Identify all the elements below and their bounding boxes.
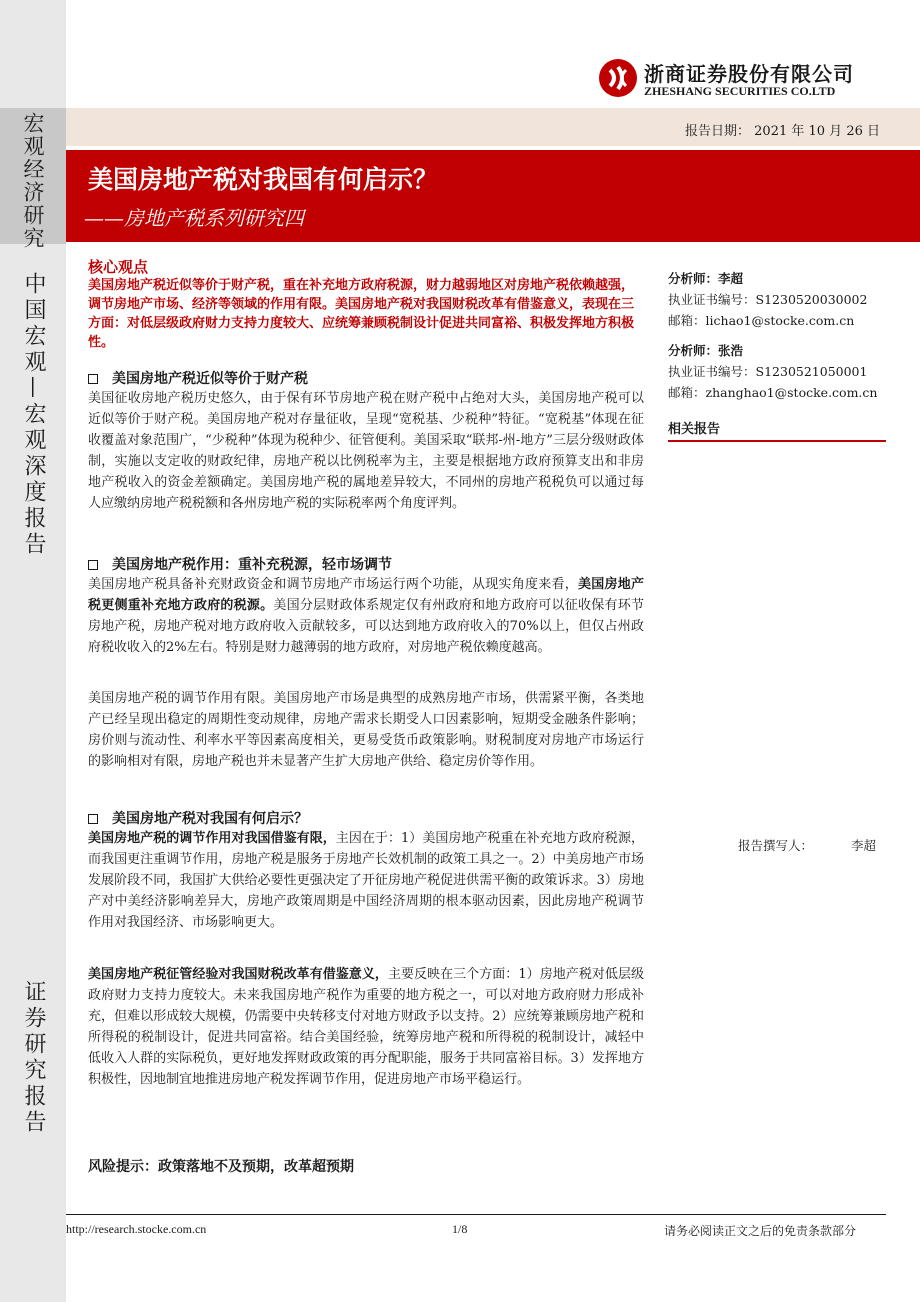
section-heading-1 xyxy=(88,368,308,388)
report-subtitle: ——房地产税系列研究四 xyxy=(84,206,304,230)
company-logo-icon xyxy=(598,58,638,98)
section-1-paragraph: 美国征收房地产税历史悠久，由于保有环节房地产税在财产税中占绝对大头，美国房地产税可以近似等价于财产税。美国房地产税对存量征收，呈现“宽税基、少税种”特征。“宽税基”体现在征收覆盖对象范围广，“少税种”体现为税种少、征管便利。美国采取“联邦-州-地方”三层分级财政体制，实施以支定收的财政纪律，房地产税以比例税率为主，主要是根据地方政府预算支出和非房地产税收入的资金差额确定。美国房地产税的属地差异较大，不同州的房地产税税负可以通过每人应缴纳房地产税税额和各州房地产税的实际税率两个角度评判。 xyxy=(88,391,644,511)
paragraph-text: 主因在于：1）美国房地产税重在补充地方政府税源，而我国更注重调节作用，房地产税是服务于房地产长效机制的政策工具之一。2）中美房地产市场发展阶段不同，我国扩大供给必要性更强决定了开征房地产税促进供需平衡的政策诉求。3）房地产对中美经济影响差异大，房地产政策周期是中国经济周期的根本驱动因素，因此房地产税调节作用对我国经济、市场影响更大。 xyxy=(88,831,644,930)
checkbox-bullet-icon xyxy=(88,560,98,570)
analyst-email-link[interactable]: lichao1@stocke.com.cn xyxy=(705,313,855,328)
analyst-name: 李超 xyxy=(718,271,744,286)
paragraph-text: 美国分层财政体系规定仅有州政府和地方政府可以征收保有环节房地产税，房地产税对地方政府收入贡献较多，可以达到地方政府收入的70%以上，但仅占州政府税收收入的2%左右。特别是财力越薄弱的地方政府，对房地产税依赖度越高。 xyxy=(88,598,644,655)
company-name-en: ZHESHANG SECURITIES CO.LTD xyxy=(644,84,836,98)
analyst-title: 分析师： xyxy=(668,271,719,286)
analyst-cert-row xyxy=(668,289,867,310)
page-number: 1/8 xyxy=(452,1222,468,1236)
side-category-label: 宏观经济研究 xyxy=(21,112,45,250)
analyst-email-link[interactable]: zhanghao1@stocke.com.cn xyxy=(705,385,878,400)
report-title: 美国房地产税对我国有何启示？ xyxy=(88,165,439,194)
paragraph-text: 美国房地产税具备补充财政资金和调节房地产市场运行两个功能，从现实角度来看， xyxy=(88,577,578,592)
checkbox-bullet-icon xyxy=(88,374,98,384)
section-heading-text: 美国房地产税作用：重补充税源，轻市场调节 xyxy=(112,557,392,573)
analyst-cert-row xyxy=(668,361,877,382)
cert-label: 执业证书编号： xyxy=(668,364,756,379)
section-3-paragraph-1 xyxy=(88,828,644,933)
writer-label: 报告撰写人： xyxy=(738,838,814,853)
writer-name: 李超 xyxy=(851,838,877,853)
footer-disclaimer: 请务必阅读正文之后的免责条款部分 xyxy=(663,1224,856,1238)
related-reports-heading: 相关报告 xyxy=(668,422,721,437)
section-heading-3 xyxy=(88,808,308,828)
company-name-cn: 浙商证券股份有限公司 xyxy=(644,62,854,86)
section-heading-text: 美国房地产税对我国有何启示？ xyxy=(112,811,308,827)
side-report-type-label: 中国宏观—宏观深度报告 xyxy=(21,272,46,558)
footer-divider xyxy=(66,1214,886,1215)
email-label: 邮箱： xyxy=(668,385,706,400)
risk-warning: 风险提示：政策落地不及预期，改革超预期 xyxy=(88,1159,354,1175)
analyst-email-row xyxy=(668,310,867,331)
core-view-text: 美国房地产税近似等价于财产税，重在补充地方政府税源，财力越弱地区对房地产税依赖越强，调节房地产市场、经济等领域的作用有限。美国房地产税对我国财税改革有借鉴意义，表现在三方面：对低层级政府财力支持力度较大、应统筹兼顾税制设计促进共同富裕、积极发挥地方积极性。 xyxy=(88,278,635,350)
related-reports-divider xyxy=(668,440,886,442)
paragraph-emphasis: 美国房地产税的调节作用对我国借鉴有限， xyxy=(88,831,336,846)
paragraph-emphasis: 美国房地产税更侧重补充地方政府的税源。 xyxy=(88,577,644,613)
section-2-paragraph-1 xyxy=(88,574,644,658)
section-heading-2 xyxy=(88,554,392,574)
paragraph-text: 主要反映在三个方面：1）房地产税对低层级政府财力支持力度较大。未来我国房地产税作为重要的地方税之一，可以对地方政府财力形成补充，但难以形成较大规模，仍需要中央转移支付对地方财政予以支持。2）应统筹兼顾房地产税和所得税的税制设计，促进共同富裕。结合美国经验，统筹房地产税和所得税的税制设计，减轻中低收入人群的实际税负，更好地发挥财政政策的再分配职能，服务于共同富裕目标。3）发挥地方积极性，因地制宜地推进房地产税发挥调节作用，促进房地产市场平稳运行。 xyxy=(88,967,644,1087)
analyst-block-2 xyxy=(668,340,877,403)
paragraph-emphasis: 美国房地产税征管经验对我国财税改革有借鉴意义， xyxy=(88,967,388,982)
analyst-block-1 xyxy=(668,268,867,331)
cert-number: S1230520030002 xyxy=(755,292,868,307)
checkbox-bullet-icon xyxy=(88,814,98,824)
core-view-heading: 核心观点 xyxy=(88,258,149,276)
analyst-title: 分析师： xyxy=(668,343,719,358)
report-date: 报告日期： 2021 年 10 月 26 日 xyxy=(685,124,880,139)
email-label: 邮箱： xyxy=(668,313,706,328)
section-3-paragraph-2 xyxy=(88,964,644,1090)
section-heading-text: 美国房地产税近似等价于财产税 xyxy=(112,371,308,387)
analyst-email-row xyxy=(668,382,877,403)
report-writer xyxy=(738,836,876,854)
cert-label: 执业证书编号： xyxy=(668,292,756,307)
side-research-label: 证券研究报告 xyxy=(21,980,46,1136)
cert-number: S1230521050001 xyxy=(755,364,868,379)
analyst-name-row xyxy=(668,268,867,289)
footer-url-link[interactable]: http://research.stocke.com.cn xyxy=(66,1222,207,1236)
section-2-paragraph-2: 美国房地产税的调节作用有限。美国房地产市场是典型的成熟房地产市场，供需紧平衡，各类地产已经呈现出稳定的周期性变动规律，房地产需求长期受人口因素影响，短期受金融条件影响；房价则与流动性、利率水平等因素高度相关，更易受货币政策影响。财税制度对房地产市场运行的影响相对有限，房地产税也并未显著产生扩大房地产供给、稳定房价等作用。 xyxy=(88,691,644,769)
analyst-name: 张浩 xyxy=(718,343,744,358)
analyst-name-row xyxy=(668,340,877,361)
